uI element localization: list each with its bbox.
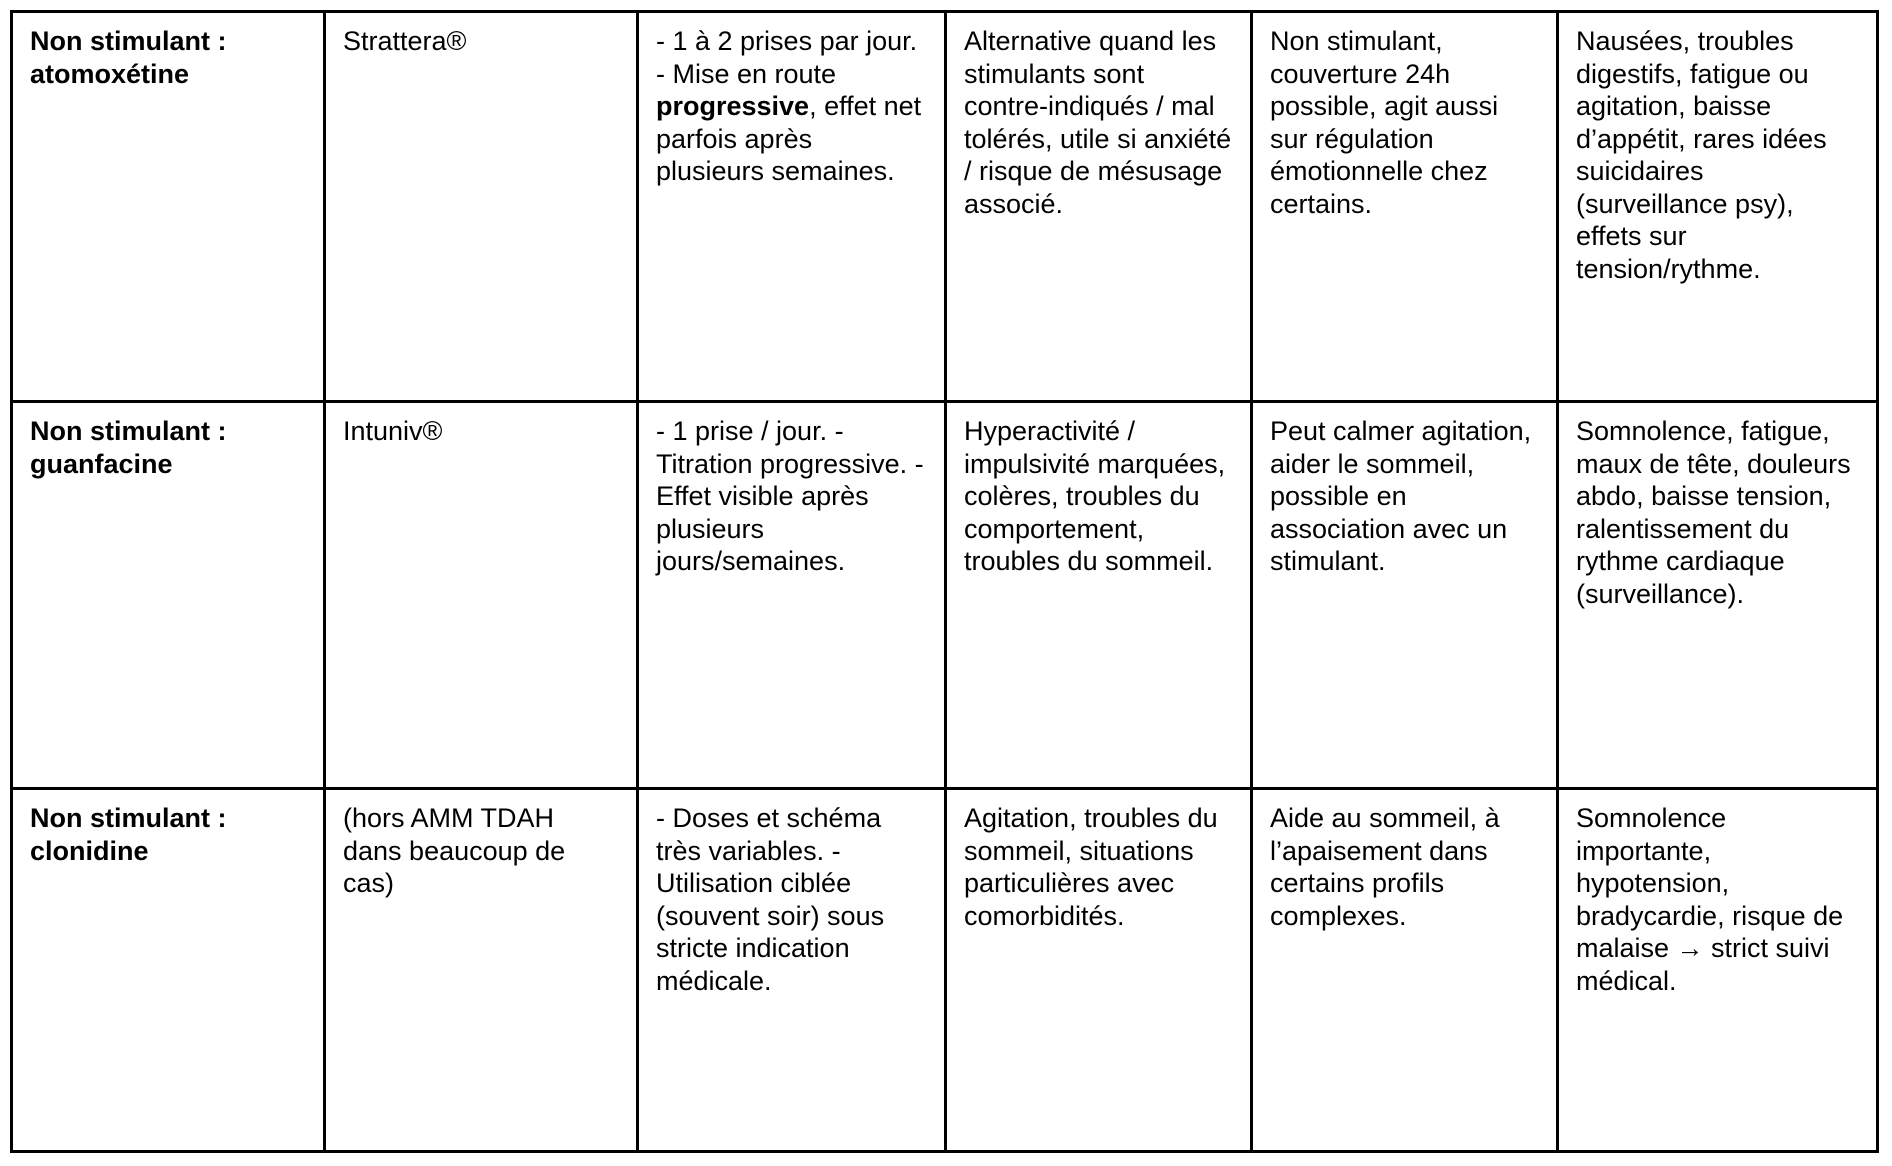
advantages-text: Aide au sommeil, à l’apaisement dans certains profils complexes.: [1270, 803, 1500, 931]
cell-dosing: [638, 789, 946, 1152]
cell-indication: [946, 402, 1252, 789]
cell-medication-type: [12, 402, 325, 789]
brand-name-text: Strattera®: [343, 26, 467, 56]
cell-brand-name: [325, 402, 638, 789]
dosing-text: - 1 prise / jour. - Titration progressive. - Effet visible après plusieurs jours/semaines.: [656, 416, 924, 576]
cell-advantages: [1252, 402, 1558, 789]
cell-dosing: [638, 402, 946, 789]
side-effects-text: Somnolence, fatigue, maux de tête, douleurs abdo, baisse tension, ralentissement du rythme cardiaque (surveillance).: [1576, 416, 1851, 609]
brand-name-text: Intuniv®: [343, 416, 443, 446]
cell-brand-name: [325, 789, 638, 1152]
side-effects-text: Somnolence importante, hypotension, bradycardie, risque de malaise → strict suivi médical.: [1576, 803, 1844, 996]
advantages-text: Non stimulant, couverture 24h possible, agit aussi sur régulation émotionnelle chez certains.: [1270, 26, 1499, 219]
dosing-text-pre: - 1 à 2 prises par jour. - Mise en route: [656, 26, 918, 89]
table-row-clonidine: [12, 789, 1878, 1152]
cell-indication: [946, 12, 1252, 402]
brand-name-text: (hors AMM TDAH dans beaucoup de cas): [343, 803, 566, 898]
medication-table: [10, 10, 1879, 1153]
dosing-text-post: , effet net parfois après plusieurs semaines.: [656, 91, 922, 186]
cell-medication-type: [12, 789, 325, 1152]
dosing-text-bold: progressive: [656, 91, 810, 121]
dosing-text: - Doses et schéma très variables. - Utilisation ciblée (souvent soir) sous stricte indication médicale.: [656, 803, 885, 996]
medication-type-text: Non stimulant : clonidine: [30, 803, 227, 866]
cell-advantages: [1252, 789, 1558, 1152]
indication-text: Agitation, troubles du sommeil, situations particulières avec comorbidités.: [964, 803, 1218, 931]
table-row-guanfacine: [12, 402, 1878, 789]
cell-indication: [946, 789, 1252, 1152]
table-row-atomoxetine: [12, 12, 1878, 402]
cell-advantages: [1252, 12, 1558, 402]
indication-text: Alternative quand les stimulants sont contre-indiqués / mal tolérés, utile si anxiété / risque de mésusage associé.: [964, 26, 1232, 219]
indication-text: Hyperactivité / impulsivité marquées, colères, troubles du comportement, troubles du sommeil.: [964, 416, 1226, 576]
cell-dosing: [638, 12, 946, 402]
side-effects-text: Nausées, troubles digestifs, fatigue ou agitation, baisse d’appétit, rares idées suicidaires (surveillance psy), effets sur tension/rythme.: [1576, 26, 1827, 284]
medication-type-text: Non stimulant : atomoxétine: [30, 26, 227, 89]
cell-medication-type: [12, 12, 325, 402]
advantages-text: Peut calmer agitation, aider le sommeil, possible en association avec un stimulant.: [1270, 416, 1532, 576]
medication-type-text: Non stimulant : guanfacine: [30, 416, 227, 479]
cell-brand-name: [325, 12, 638, 402]
cell-side-effects: [1558, 789, 1878, 1152]
cell-side-effects: [1558, 402, 1878, 789]
cell-side-effects: [1558, 12, 1878, 402]
